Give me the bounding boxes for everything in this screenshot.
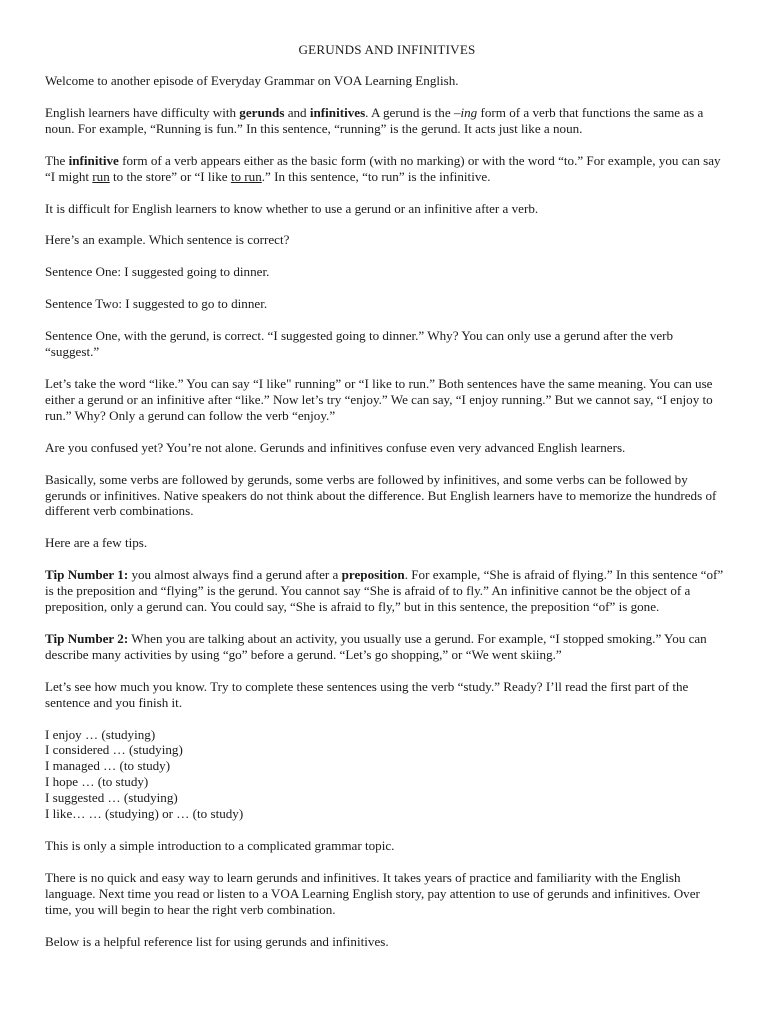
bold-term-infinitive: infinitive xyxy=(68,152,119,168)
text: to the store” or “I like xyxy=(109,168,231,184)
paragraph: Let’s take the word “like.” You can say “I like" running” or “I like to run.” Both sentences have the same meaning. You can use either a gerund or an infinitive after “like.” Now let’s try “enjoy.” We can say, “I enjoy running.” But we cannot say, “I enjoy to run.” Why? Only a gerund can follow the verb “enjoy.” xyxy=(45,375,713,423)
underlined-to-run: to run xyxy=(230,168,262,184)
text: . A gerund is the xyxy=(365,104,454,120)
exercise-item: I enjoy … (studying) xyxy=(45,726,156,742)
underlined-run: run xyxy=(92,168,110,184)
paragraph: Let’s see how much you know. Try to complete these sentences using the verb “study.” Ready? I’ll read the first part of the sentence and you finish it. xyxy=(45,678,689,710)
paragraph: There is no quick and easy way to learn gerunds and infinitives. It takes years of practice and familiarity with the English language. Next time you read or listen to a VOA Learning English story, pay attention to use of gerunds and infinitives. Over time, you will begin to hear the right verb combination. xyxy=(45,869,700,917)
paragraph: Basically, some verbs are followed by gerunds, some verbs are followed by infinitives, and some verbs can be followed by gerunds or infinitives. Native speakers do not think about the difference. But English learners have to memorize the hundreds of different verb combinations. xyxy=(45,471,717,519)
paragraph: This is only a simple introduction to a complicated grammar topic. xyxy=(45,838,395,853)
text: you almost always find a gerund after a xyxy=(128,567,342,583)
exercise-item: I managed … (to study) xyxy=(45,758,171,774)
text: .” In this sentence, “to run” is the infinitive. xyxy=(261,168,491,184)
tip-one-label: Tip Number 1: xyxy=(45,567,129,583)
document-title: GERUNDS AND INFINITIVES xyxy=(298,42,476,57)
tip-two-label: Tip Number 2: xyxy=(45,630,129,646)
intro-paragraph: Welcome to another episode of Everyday Grammar on VOA Learning English. xyxy=(45,73,459,88)
exercise-item: I considered … (studying) xyxy=(45,742,183,758)
paragraph: Here’s an example. Which sentence is correct? xyxy=(45,232,290,248)
text: English learners have difficulty with xyxy=(45,104,240,120)
document-page xyxy=(45,42,729,966)
tip-one-paragraph xyxy=(45,567,729,615)
bold-term-preposition: preposition xyxy=(341,567,405,583)
tip-two-paragraph xyxy=(45,631,729,663)
italic-term-ing: –ing xyxy=(453,104,478,120)
sentence-two: Sentence Two: I suggested to go to dinner. xyxy=(45,296,268,312)
text: form of a verb appears either as the basic form (with no marking) or with the word “to.” For example, you can say “I might xyxy=(45,152,721,184)
bold-term-gerunds: gerunds xyxy=(239,104,285,120)
paragraph: Are you confused yet? You’re not alone. Gerunds and infinitives confuse even very advanced English learners. xyxy=(45,439,626,455)
text: and xyxy=(284,104,310,120)
exercise-item: I like… … (studying) or … (to study) xyxy=(45,806,244,822)
text: When you are talking about an activity, you usually use a gerund. For example, “I stopped smoking.” You can describe many activities by using “go” before a gerund. “Let’s go shopping,” or “We went skiing.” xyxy=(45,630,707,662)
exercise-item: I suggested … (studying) xyxy=(45,790,178,806)
paragraph: Here are a few tips. xyxy=(45,535,148,551)
paragraph: Below is a helpful reference list for using gerunds and infinitives. xyxy=(45,933,389,949)
bold-term-infinitives: infinitives xyxy=(309,104,366,120)
exercise-item: I hope … (to study) xyxy=(45,774,149,790)
text: . For example, “She is afraid of flying.” In this sentence “of” is the preposition and “flying” is the gerund. You cannot say “She is afraid of to fly.” An infinitive cannot be the object of a preposition, only a gerund can. You could say, “She is afraid to fly,” but in this sentence, the preposition “of” is gone. xyxy=(45,567,724,615)
paragraph: Sentence One, with the gerund, is correct. “I suggested going to dinner.” Why? You can only use a gerund after the verb “suggest.” xyxy=(45,328,674,360)
sentence-one: Sentence One: I suggested going to dinner. xyxy=(45,264,270,280)
text: form of a verb that functions the same as a noun. For example, “Running is fun.” In this sentence, “running” is the gerund. It acts just like a noun. xyxy=(45,104,704,136)
infinitive-definition-paragraph xyxy=(45,153,729,185)
paragraph: It is difficult for English learners to know whether to use a gerund or an infinitive after a verb. xyxy=(45,200,539,216)
gerund-definition-paragraph xyxy=(45,105,729,137)
text: The xyxy=(45,152,69,168)
exercise-list xyxy=(45,727,729,822)
